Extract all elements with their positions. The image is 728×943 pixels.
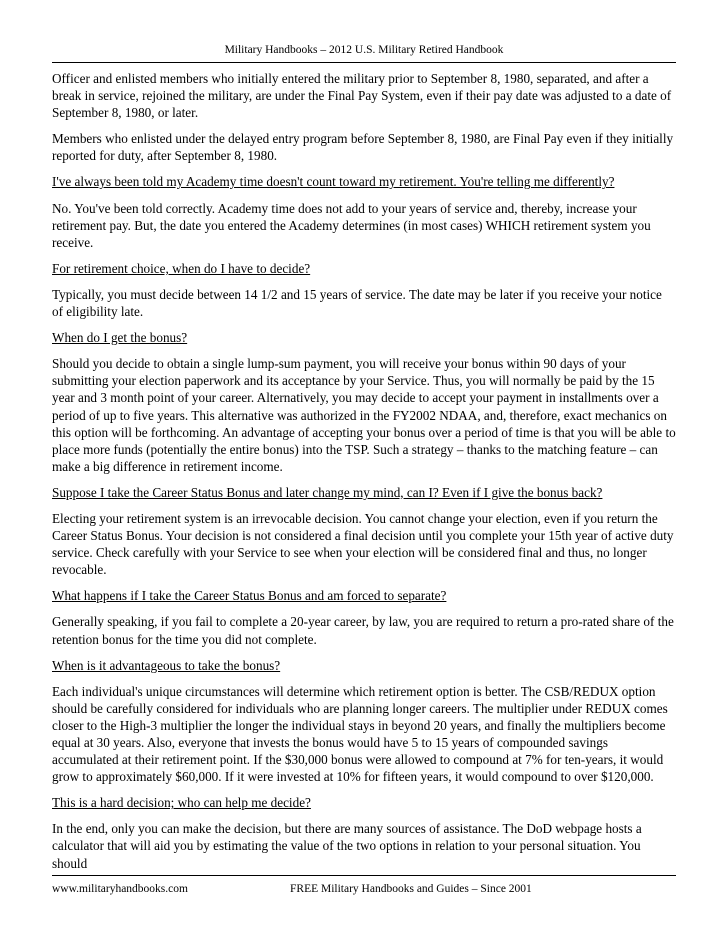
paragraph: In the end, only you can make the decision, but there are many sources of assistance. The DoD webpage hosts a calculator that will aid you by estimating the value of the two options in relation to your personal situation. You should [52,821,642,871]
question-heading: This is a hard decision; who can help me decide? [52,795,311,811]
question-heading: Suppose I take the Career Status Bonus and later change my mind, can I? Even if I give the bonus back? [52,484,603,500]
paragraph: Electing your retirement system is an irrevocable decision. You cannot change your election, even if you return the Career Status Bonus. Your decision is not considered a final decision until you complete your 15th year of active duty service. Check carefully with your Service to see when your election will be considered final and thus, no longer revocable. [52,510,674,578]
question-heading: For retirement choice, when do I have to decide? [52,260,311,276]
paragraph: Typically, you must decide between 14 1/2 and 15 years of service. The date may be later if you receive your notice of eligibility late. [52,286,662,320]
question-heading: I've always been told my Academy time doesn't count toward my retirement. You're telling me differently? [52,174,615,190]
paragraph: No. You've been told correctly. Academy time does not add to your years of service and, thereby, increase your retirement pay. But, the date you entered the Academy determines (in most cases) WHICH retirement system you receive. [52,200,651,250]
paragraph: Members who enlisted under the delayed entry program before September 8, 1980, are Final Pay even if they initially reported for duty, after September 8, 1980. [52,131,674,164]
header-rule [52,62,676,63]
document-body [52,70,676,881]
footer-rule [52,875,676,876]
paragraph: Officer and enlisted members who initially entered the military prior to September 8, 1980, separated, and after a break in service, rejoined the military, are under the Final Pay System, even if their pay date was adjusted to a date of September 8, 1980, or later. [52,71,672,121]
page-header: Military Handbooks – 2012 U.S. Military Retired Handbook [224,44,504,56]
question-heading: When do I get the bonus? [52,330,188,346]
question-heading: What happens if I take the Career Status Bonus and am forced to separate? [52,588,447,604]
question-heading: When is it advantageous to take the bonus? [52,657,281,673]
paragraph: Should you decide to obtain a single lump-sum payment, you will receive your bonus within 90 days of your submitting your election paperwork and its acceptance by your Service. Thus, you will normally be paid by the 15 year and 3 month point of your career. Alternatively, you may decide to accept your payment in installments over a period of up to five years. This alternative was authorized in the FY2002 NDAA, and, therefore, exact mechanics on this option will be forthcoming. An advantage of accepting your bonus over a period of time is that you will be able to place more funds (potentially the entire bonus) into the TSP. Such a strategy – thanks to the matching feature – can make a big difference in retirement income. [52,356,676,474]
footer-website: www.militaryhandbooks.com [52,883,188,895]
footer-tagline: FREE Military Handbooks and Guides – Since 2001 [290,883,532,895]
paragraph: Each individual's unique circumstances will determine which retirement option is better. The CSB/REDUX option should be carefully considered for individuals who are planning longer careers. The multiplier under REDUX comes closer to the High-3 multiplier the longer the individual stays in beyond 20 years, and finally the multipliers become equal at 30 years. Also, everyone that invests the bonus would have 5 to 15 years of compounded savings accumulated at their retirement point. If the $30,000 bonus were allowed to compound at 7% for ten-years, it would grow to approximately $60,000. If it were invested at 10% for fifteen years, it would compound to over $120,000. [52,683,668,785]
paragraph: Generally speaking, if you fail to complete a 20-year career, by law, you are required to return a pro-rated share of the retention bonus for the time you did not complete. [52,614,674,647]
